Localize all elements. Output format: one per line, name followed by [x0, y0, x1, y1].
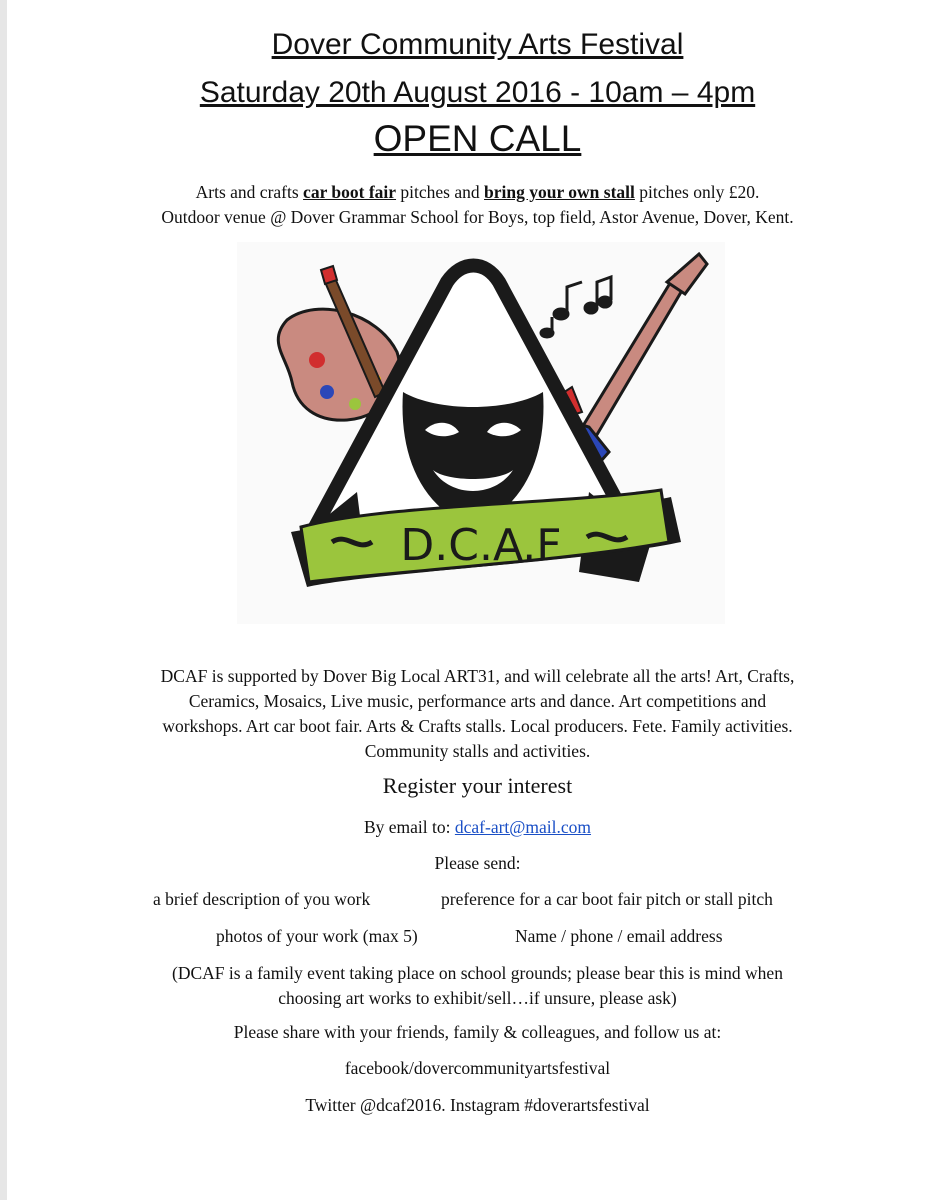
- facebook-handle: facebook/dovercommunityartsfestival: [344, 1058, 611, 1078]
- item-contact: Name / phone / email address: [515, 926, 723, 946]
- open-call-heading: OPEN CALL: [373, 118, 582, 159]
- register-heading: Register your interest: [382, 773, 573, 798]
- flyer-page: [7, 0, 948, 1200]
- festival-date: Saturday 20th August 2016 - 10am – 4pm: [199, 76, 756, 109]
- own-stall-text: bring your own stall: [484, 182, 635, 202]
- dcaf-banner-text: D.C.A.F: [400, 520, 562, 571]
- intro-line-1: Arts and crafts car boot fair pitches and bring your own stall pitches only £20.: [195, 182, 760, 202]
- twitter-instagram-handles: Twitter @dcaf2016. Instagram #doverartsfestival: [305, 1095, 650, 1115]
- intro-line-2: Outdoor venue @ Dover Grammar School for Boys, top field, Astor Avenue, Dover, Kent.: [161, 207, 794, 227]
- please-send-label: Please send:: [434, 853, 521, 873]
- share-text: Please share with your friends, family & colleagues, and follow us at:: [233, 1022, 722, 1042]
- intro-text: [7, 180, 948, 230]
- left-margin-bar: [0, 0, 7, 1200]
- item-photos: photos of your work (max 5): [216, 926, 418, 946]
- festival-title: Dover Community Arts Festival: [271, 28, 684, 61]
- item-description: a brief description of you work: [153, 889, 371, 909]
- email-line: By email to: dcaf-art@mail.com: [363, 817, 592, 837]
- dcaf-logo: [237, 242, 725, 624]
- car-boot-fair-text: car boot fair: [303, 182, 397, 202]
- description-text: DCAF is supported by Dover Big Local ART31, and will celebrate all the arts! Art, Crafts, Ceramics, Mosaics, Live music, performance arts and dance. Art competitions and workshops. Art car boot fair. Arts & Crafts stalls. Local producers. Fete. Family activities. Community stalls and activities.: [160, 666, 795, 761]
- item-pitch-preference: preference for a car boot fair pitch or stall pitch: [441, 889, 773, 909]
- email-link[interactable]: dcaf-art@mail.com: [454, 817, 592, 837]
- family-event-note: (DCAF is a family event taking place on school grounds; please bear this is mind when choosing art works to exhibit/sell…if unsure, please ask): [172, 963, 783, 1008]
